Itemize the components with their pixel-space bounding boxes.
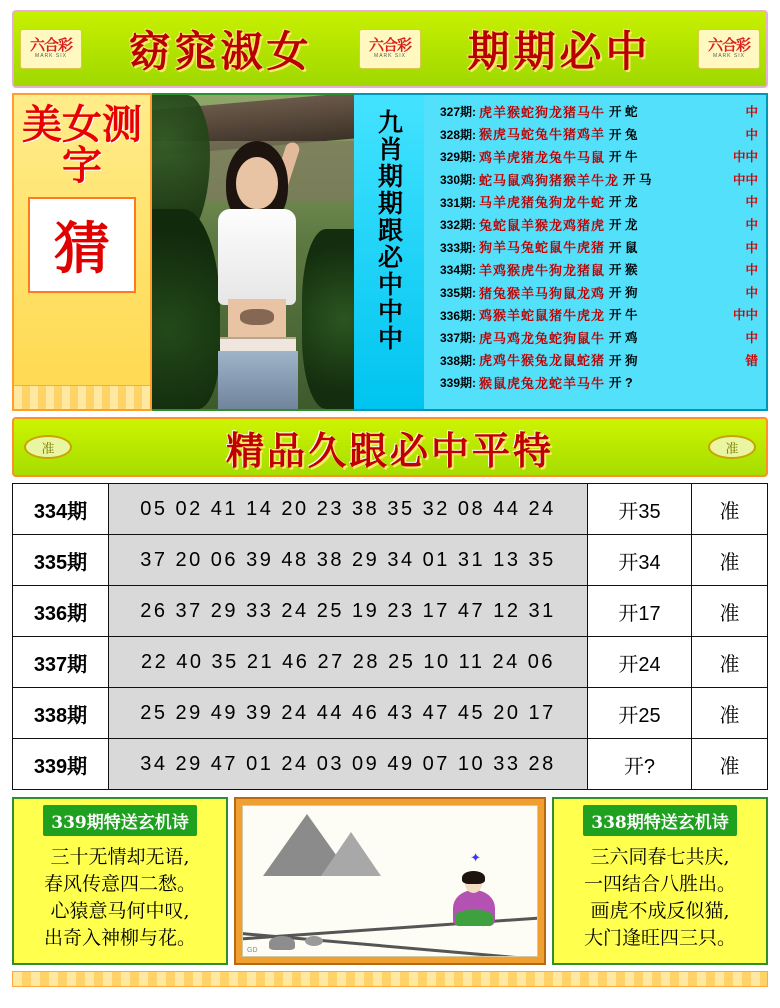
photo-figure	[204, 123, 308, 409]
logo-right-zh: 六合彩	[707, 37, 750, 54]
poem-line: 出奇入神柳与花。	[43, 926, 196, 949]
row-open: 开34	[588, 535, 692, 586]
row-status: 准	[692, 586, 768, 637]
history-open: 开 蛇	[609, 105, 638, 120]
history-row	[430, 327, 762, 350]
history-result: 中	[745, 330, 758, 345]
row-open: 开24	[588, 637, 692, 688]
poem-line: 大门逢旺四三只。	[583, 926, 736, 949]
history-animals: 羊鸡猴虎牛狗龙猪鼠	[479, 262, 606, 278]
history-animals: 猪兔猴羊马狗鼠龙鸡	[479, 285, 606, 301]
row-period: 334期	[13, 484, 109, 535]
illustration-mountain-small	[321, 832, 381, 876]
history-row	[430, 237, 762, 260]
illustration-rock-small	[305, 936, 323, 946]
photo-figure-belt	[220, 337, 296, 351]
history-result: 错	[745, 353, 758, 368]
draws-table	[12, 483, 768, 790]
guess-char: 猜	[54, 215, 110, 282]
history-animals: 狗羊马兔蛇鼠牛虎猪	[479, 240, 606, 256]
guess-char-box	[28, 197, 136, 293]
row-numbers: 34 29 47 01 24 03 09 49 07 10 33 28	[109, 739, 588, 790]
poem-line: 三十无情却无语,	[50, 846, 190, 868]
accuracy-badge-left: 准	[24, 435, 72, 459]
history-period: 336期:	[439, 308, 476, 323]
main-section	[12, 93, 768, 411]
table-row	[13, 688, 768, 739]
poem-left	[12, 797, 228, 965]
history-period: 338期:	[439, 353, 476, 368]
poem-right-caption: 338期特送玄机诗	[583, 805, 737, 836]
history-row	[430, 191, 762, 214]
row-open: 开?	[588, 739, 692, 790]
vertical-slogan: 九肖期期跟必中中中	[374, 109, 404, 352]
history-result: 中中	[732, 150, 758, 165]
row-status: 准	[692, 688, 768, 739]
history-period: 337期:	[439, 331, 476, 346]
history-result: 中	[745, 105, 758, 120]
row-period: 336期	[13, 586, 109, 637]
row-open: 开35	[588, 484, 692, 535]
history-open: 开 狗	[609, 285, 638, 300]
history-animals: 兔蛇鼠羊猴龙鸡猪虎	[479, 217, 606, 233]
history-result: 中	[745, 218, 758, 233]
vertical-slogan-panel	[354, 93, 424, 411]
history-list	[424, 93, 768, 411]
history-period: 327期:	[439, 105, 476, 120]
history-row	[430, 169, 762, 192]
poem-left-lines	[44, 844, 196, 952]
poem-line: 心猿意马何中叹,	[50, 899, 190, 922]
photo-figure-tattoo	[240, 309, 274, 325]
history-row	[430, 124, 762, 147]
left-title-panel	[12, 93, 152, 411]
history-open: 开 鼠	[609, 240, 638, 255]
mark-six-logo-left	[20, 29, 82, 69]
history-open: 开 牛	[609, 308, 638, 323]
mark-six-logo-middle	[359, 29, 421, 69]
row-status: 准	[692, 535, 768, 586]
history-result: 中	[745, 263, 758, 278]
header-title-right: 期期必中	[467, 27, 652, 76]
illustration-signature: GD	[247, 947, 258, 954]
poem-line: 画虎不成反似猫,	[590, 899, 730, 922]
history-result: 中	[745, 127, 758, 142]
history-result: 中中	[732, 172, 758, 187]
poem-right	[552, 797, 768, 965]
illustration-figure-hair	[462, 871, 485, 884]
table-row	[13, 535, 768, 586]
history-animals: 马羊虎猪兔狗龙牛蛇	[479, 195, 606, 211]
secondary-banner-title: 精品久跟必中平特	[225, 427, 554, 473]
model-photo	[152, 93, 354, 411]
history-animals: 鸡羊虎猪龙兔牛马鼠	[479, 149, 606, 165]
history-animals: 虎鸡牛猴兔龙鼠蛇猪	[479, 353, 606, 369]
row-period: 335期	[13, 535, 109, 586]
history-animals: 猴鼠虎兔龙蛇羊马牛	[479, 375, 606, 391]
illustration-rock-large	[269, 936, 295, 950]
history-period: 328期:	[439, 127, 476, 142]
row-numbers: 26 37 29 33 24 25 19 23 17 47 12 31	[109, 586, 588, 637]
logo-left-zh: 六合彩	[29, 37, 72, 54]
illustration-figure	[453, 874, 495, 926]
row-period: 339期	[13, 739, 109, 790]
history-row	[430, 259, 762, 282]
footer-strip	[12, 971, 768, 987]
poem-line: 一四结合八胜出。	[583, 872, 736, 895]
history-result: 中	[745, 285, 758, 300]
poem-line: 春风传意四二愁。	[43, 872, 196, 895]
butterfly-icon: ✦	[470, 850, 481, 865]
row-open: 开17	[588, 586, 692, 637]
row-numbers: 37 20 06 39 48 38 29 34 01 31 13 35	[109, 535, 588, 586]
left-vertical-title: 美女测字	[22, 101, 142, 189]
poem-left-caption: 339期特送玄机诗	[43, 805, 197, 836]
history-result: 中	[745, 195, 758, 210]
history-row	[430, 146, 762, 169]
history-open: 开 牛	[609, 150, 638, 165]
table-row	[13, 586, 768, 637]
photo-figure-jeans	[218, 351, 298, 409]
history-row	[430, 350, 762, 373]
row-status: 准	[692, 739, 768, 790]
illustration	[242, 805, 538, 957]
history-open: 开 龙	[609, 195, 638, 210]
row-period: 337期	[13, 637, 109, 688]
table-row	[13, 739, 768, 790]
table-row	[13, 637, 768, 688]
history-animals: 虎马鸡龙兔蛇狗鼠牛	[479, 330, 606, 346]
history-open: 开 猴	[609, 263, 638, 278]
row-numbers: 05 02 41 14 20 23 38 35 32 08 44 24	[109, 484, 588, 535]
bottom-section	[12, 797, 768, 965]
history-row	[430, 282, 762, 305]
history-open: 开 ?	[609, 376, 633, 391]
history-row	[430, 101, 762, 124]
history-open: 开 狗	[609, 353, 638, 368]
history-row	[430, 304, 762, 327]
row-period: 338期	[13, 688, 109, 739]
table-row	[13, 484, 768, 535]
row-status: 准	[692, 484, 768, 535]
row-open: 开25	[588, 688, 692, 739]
poem-line: 三六同春七共庆,	[590, 846, 730, 868]
accuracy-badge-right: 准	[708, 435, 756, 459]
logo-mid-zh: 六合彩	[368, 37, 411, 54]
row-numbers: 22 40 35 21 46 27 28 25 10 11 24 06	[109, 637, 588, 688]
mark-six-logo-right	[698, 29, 760, 69]
history-period: 330期:	[439, 173, 476, 188]
logo-right-en: MARK SIX	[713, 53, 745, 59]
history-row	[430, 372, 762, 395]
poem-right-lines	[584, 844, 736, 952]
history-period: 335期:	[439, 286, 476, 301]
history-period: 334期:	[439, 263, 476, 278]
history-open: 开 鸡	[609, 330, 638, 345]
logo-left-en: MARK SIX	[35, 53, 67, 59]
illustration-figure-skirt	[455, 910, 493, 926]
photo-figure-top	[218, 209, 296, 305]
history-animals: 猴虎马蛇兔牛猪鸡羊	[479, 127, 606, 143]
history-period: 332期:	[439, 218, 476, 233]
history-open: 开 兔	[609, 127, 638, 142]
header-banner	[12, 10, 768, 88]
row-status: 准	[692, 637, 768, 688]
header-title-left: 窈窕淑女	[128, 27, 313, 76]
history-result: 中	[745, 240, 758, 255]
logo-mid-en: MARK SIX	[374, 53, 406, 59]
illustration-panel	[234, 797, 546, 965]
history-period: 333期:	[439, 240, 476, 255]
history-animals: 鸡猴羊蛇鼠猪牛虎龙	[479, 308, 606, 324]
history-animals: 虎羊猴蛇狗龙猪马牛	[479, 104, 606, 120]
row-numbers: 25 29 49 39 24 44 46 43 47 45 20 17	[109, 688, 588, 739]
history-result: 中中	[732, 308, 758, 323]
history-open: 开 马	[623, 172, 652, 187]
history-period: 331期:	[439, 195, 476, 210]
photo-foliage-right	[302, 229, 354, 409]
history-animals: 蛇马鼠鸡狗猪猴羊牛龙	[479, 172, 620, 188]
history-period: 329期:	[439, 150, 476, 165]
history-row	[430, 214, 762, 237]
left-panel-strip	[14, 385, 150, 409]
photo-figure-face	[236, 157, 278, 209]
secondary-banner	[12, 417, 768, 477]
history-open: 开 龙	[609, 218, 638, 233]
history-period: 339期:	[439, 376, 476, 391]
